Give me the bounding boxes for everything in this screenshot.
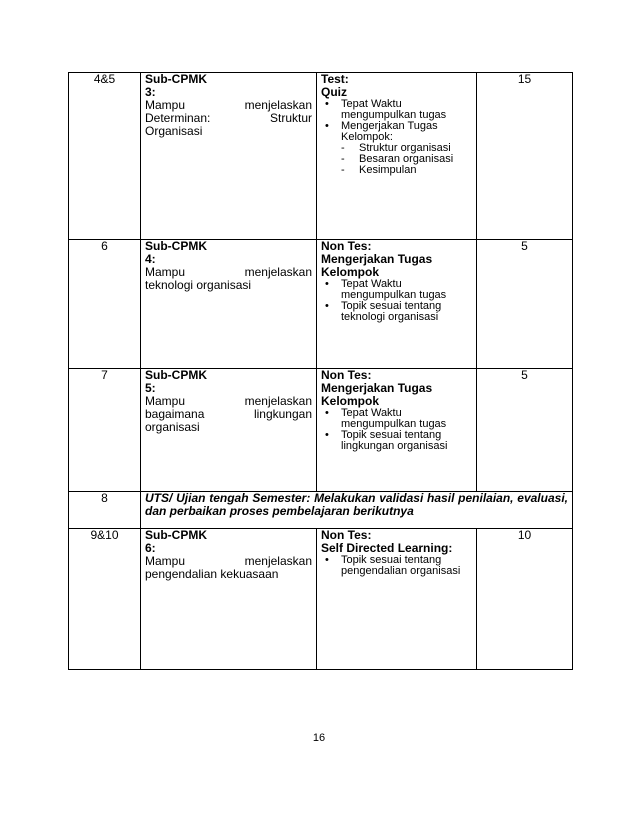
assessment-cell [317,240,477,369]
sub-cpmk-description [145,266,312,292]
desc-last-line: Organisasi [145,124,203,138]
criteria-item [321,121,472,176]
assessment-cell [317,369,477,492]
uts-description: UTS/ Ujian tengah Semester: Melakukan validasi hasil penilaian, evaluasi, dan perbaikan proses pembelajaran berikutnya [141,492,573,529]
week-cell: 6 [69,240,141,369]
week-cell: 7 [69,369,141,492]
sub-cpmk-cell [141,73,317,240]
weight-cell: 10 [477,529,573,670]
criteria-item: • Tepat Waktu mengumpulkan tugas [321,279,472,301]
assessment-cell [317,73,477,240]
assessment-name: Quiz [321,85,347,99]
criteria-list [321,279,472,323]
assessment-type: Non Tes: [321,239,372,253]
sub-cpmk-cell [141,240,317,369]
sub-cpmk-description [145,395,312,434]
weight-cell: 5 [477,240,573,369]
sub-cpmk-number: 4: [145,252,156,266]
desc-word: Mampu [145,265,186,279]
sub-criteria-item: - Kesimpulan [341,165,472,176]
sub-cpmk-cell [141,529,317,670]
assessment-name: Self Directed Learning: [321,541,453,555]
desc-word: menjelaskan [244,554,312,568]
criteria-text: Mengerjakan Tugas Kelompok: [341,120,438,143]
desc-last-line: organisasi [145,420,200,434]
assessment-name: Mengerjakan Tugas Kelompok [321,252,433,279]
criteria-list [321,555,472,577]
desc-word: Mampu [145,98,186,112]
sub-cpmk-title: Sub-CPMK [145,72,207,86]
criteria-list [321,408,472,452]
week-cell: 8 [69,492,141,529]
week-cell: 4&5 [69,73,141,240]
desc-word: menjelaskan [244,265,312,279]
desc-word: Mampu [145,554,186,568]
desc-last-line: teknologi organisasi [145,278,252,292]
sub-cpmk-number: 3: [145,85,156,99]
desc-last-line: pengendalian kekuasaan [145,567,279,581]
desc-word: bagaimana [145,407,205,421]
weight-cell: 5 [477,369,573,492]
sub-cpmk-number: 5: [145,381,156,395]
criteria-item: • Tepat Waktu mengumpulkan tugas [321,408,472,430]
sub-cpmk-number: 6: [145,541,156,555]
assessment-type: Test: [321,72,349,86]
criteria-item: • Topik sesuai tentang teknologi organisasi [321,301,472,323]
desc-word: Mampu [145,394,186,408]
table-row [69,369,573,492]
desc-word: lingkungan [253,407,312,421]
week-cell: 9&10 [69,529,141,670]
desc-word: menjelaskan [244,98,312,112]
criteria-list [321,99,472,176]
assessment-type: Non Tes: [321,368,372,382]
desc-word: menjelaskan [244,394,312,408]
sub-cpmk-title: Sub-CPMK [145,239,207,253]
assessment-cell [317,529,477,670]
sub-criteria-list [341,143,472,176]
criteria-item: • Topik sesuai tentang pengendalian organisasi [321,555,472,577]
sub-cpmk-title: Sub-CPMK [145,368,207,382]
weight-cell: 15 [477,73,573,240]
desc-word: Struktur [269,111,312,125]
sub-criteria-item: - Besaran organisasi [341,154,472,165]
sub-cpmk-description [145,555,312,581]
criteria-item: • Tepat Waktu mengumpulkan tugas [321,99,472,121]
table-row [69,529,573,670]
table-row [69,240,573,369]
sub-cpmk-description [145,99,312,138]
assessment-name: Mengerjakan Tugas Kelompok [321,381,433,408]
desc-word: Determinan: [145,111,211,125]
sub-cpmk-title: Sub-CPMK [145,528,207,542]
criteria-item: • Topik sesuai tentang lingkungan organisasi [321,430,472,452]
sub-criteria-item: - Struktur organisasi [341,143,472,154]
table-row [69,73,573,240]
assessment-type: Non Tes: [321,528,372,542]
rps-table [68,72,573,670]
sub-cpmk-cell [141,369,317,492]
table-row [69,492,573,529]
page-number: 16 [312,732,326,744]
